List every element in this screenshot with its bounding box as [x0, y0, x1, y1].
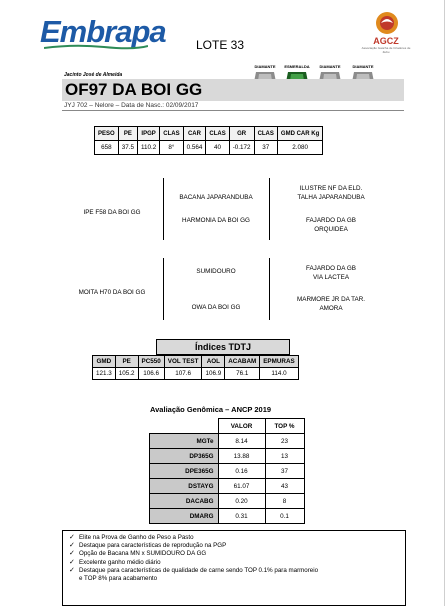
- row-label: DMARG: [150, 509, 219, 524]
- table-row: [150, 434, 305, 449]
- pedigree-sss-2: TALHA JAPARANDUBA: [297, 194, 365, 201]
- table-header-cell: EPMURAS: [260, 356, 299, 368]
- badge-label: DIAMANTE: [254, 64, 276, 69]
- embrapa-logo: Embrapa: [40, 14, 166, 49]
- table-cell: 37.5: [118, 141, 137, 155]
- table-cell: 121.3: [93, 368, 116, 380]
- check-icon: ✓: [69, 558, 75, 566]
- table-cell: -0.172: [229, 141, 254, 155]
- table-header-cell: CAR: [183, 127, 206, 141]
- check-icon: ✓: [69, 534, 75, 541]
- table-cell: 106.6: [138, 368, 164, 380]
- table-header-cell: PE: [118, 127, 137, 141]
- table-header-cell: VALOR: [218, 419, 265, 434]
- row-label: DPE365G: [150, 464, 219, 479]
- list-item: [69, 534, 405, 542]
- pedigree-dam-dam: OWA DA BOI GG: [191, 304, 241, 311]
- table-cell: 40: [206, 141, 229, 155]
- animal-name-bar: [62, 79, 404, 101]
- indices-table: [92, 355, 299, 380]
- table-cell: 658: [95, 141, 119, 155]
- table-corner-cell: [150, 419, 219, 434]
- pedigree-ssd-1: FAJARDO DA GB: [305, 217, 357, 224]
- table-cell: 8: [265, 494, 304, 509]
- table-row: [93, 368, 299, 380]
- list-item-text: Destaque para características de reprodução na PGP: [79, 542, 227, 550]
- table-row: [150, 494, 305, 509]
- pedigree-line: [269, 178, 270, 240]
- list-item-text: Opção de Bacana MN x SUMIDOURO DA GG: [79, 550, 207, 558]
- table-header-cell: CLAS: [206, 127, 229, 141]
- list-item: [69, 550, 405, 558]
- animal-info: JYJ 702 – Nelore – Data de Nasc.: 02/09/2017: [64, 102, 199, 109]
- table-cell: 0.1: [265, 509, 304, 524]
- agcz-logo-subtitle: Associação Gaúcha de Criadores de Zebu: [361, 46, 411, 54]
- list-item: [69, 567, 405, 575]
- table-header-cell: ACABAM: [225, 356, 260, 368]
- table-cell: 23: [265, 434, 304, 449]
- table-cell: 13.88: [218, 449, 265, 464]
- performance-table: [94, 126, 323, 155]
- table-header-row: [150, 419, 305, 434]
- table-cell: 107.6: [164, 368, 202, 380]
- agcz-logo-text: AGCZ: [373, 36, 399, 46]
- table-cell: 110.2: [137, 141, 159, 155]
- owner-name: Jacinto José de Almeida: [64, 72, 123, 78]
- pedigree-line: [269, 258, 270, 320]
- list-item: [69, 542, 405, 550]
- pedigree-dds-2: AMORA: [319, 305, 343, 312]
- table-cell: 8°: [160, 141, 183, 155]
- pedigree-dam: MOITA H70 DA BOI GG: [78, 289, 146, 296]
- table-header-cell: PC550: [138, 356, 164, 368]
- pedigree-line: [163, 258, 164, 320]
- pedigree-sire-dam: HARMONIA DA BOI GG: [182, 217, 250, 224]
- row-label: DP365G: [150, 449, 219, 464]
- pedigree-dds-1: MARMORE JR DA TAR.: [297, 296, 365, 303]
- table-header-row: [93, 356, 299, 368]
- table-cell: 0.16: [218, 464, 265, 479]
- row-label: DACABG: [150, 494, 219, 509]
- highlights-list: [63, 531, 405, 583]
- row-label: MGTe: [150, 434, 219, 449]
- table-header-cell: VOL TEST: [164, 356, 202, 368]
- pedigree-sire: IPE F58 DA BOI GG: [83, 209, 141, 216]
- table-row: [150, 509, 305, 524]
- pedigree-dss-1: FAJARDO DA GB: [305, 265, 357, 272]
- table-header-cell: CLAS: [254, 127, 277, 141]
- list-item-text: Elite na Prova de Ganho de Peso a Pasto: [79, 534, 194, 541]
- table-header-cell: AOL: [202, 356, 225, 368]
- table-cell: 8.14: [218, 434, 265, 449]
- badge-label: DIAMANTE: [319, 64, 341, 69]
- table-cell: 76.1: [225, 368, 260, 380]
- table-cell: 105.2: [115, 368, 138, 380]
- genomic-table: [149, 418, 305, 524]
- pedigree-sire-sire: BACANA JAPARANDUBA: [179, 194, 253, 201]
- list-item: [69, 559, 405, 567]
- list-item: [69, 575, 405, 583]
- pedigree-dss-2: VIA LACTEA: [312, 274, 350, 281]
- table-header-cell: IPGP: [137, 127, 159, 141]
- table-header-cell: PE: [115, 356, 138, 368]
- table-cell: 2.080: [277, 141, 322, 155]
- table-cell: 114.0: [260, 368, 299, 380]
- table-cell: 13: [265, 449, 304, 464]
- pedigree-sss-1: ILUSTRE NF DA ELD.: [299, 185, 363, 192]
- pedigree-dam-sire: SUMIDOURO: [196, 268, 236, 275]
- list-item-text: Destaque para características de qualidade de carne sendo TOP 0.1% para marmoreio: [79, 566, 319, 574]
- pedigree-ssd-2: ORQUIDEA: [314, 226, 348, 233]
- badge-label: DIAMANTE: [352, 64, 374, 69]
- header-divider: [62, 110, 404, 111]
- table-cell: 61.07: [218, 479, 265, 494]
- lot-number: LOTE 33: [196, 38, 245, 52]
- table-cell: 43: [265, 479, 304, 494]
- row-label: DSTAYG: [150, 479, 219, 494]
- pedigree-line: [163, 178, 164, 240]
- table-row: [150, 449, 305, 464]
- embrapa-logo-swoosh: [44, 44, 148, 50]
- indices-title: Índices TDTJ: [156, 339, 290, 355]
- genomic-title: Avaliação Genômica – ANCP 2019: [150, 405, 272, 414]
- table-header-cell: GMD CAR Kg: [277, 127, 322, 141]
- table-header-row: [95, 127, 323, 141]
- badge-label: ESMERALDA: [284, 64, 310, 69]
- list-item-text: Excelente ganho médio diário: [79, 558, 161, 566]
- table-header-cell: CLAS: [160, 127, 183, 141]
- table-cell: 0.564: [183, 141, 206, 155]
- table-header-cell: PESO: [95, 127, 119, 141]
- table-cell: 106.9: [202, 368, 225, 380]
- table-cell: 37: [254, 141, 277, 155]
- table-cell: 0.20: [218, 494, 265, 509]
- check-icon: ✓: [69, 542, 75, 550]
- table-cell: 37: [265, 464, 304, 479]
- highlights-box: [62, 530, 406, 606]
- table-row: [95, 141, 323, 155]
- list-item-text: e TOP 8% para acabamento: [79, 575, 158, 583]
- check-icon: ✓: [69, 550, 75, 558]
- table-header-cell: GR: [229, 127, 254, 141]
- check-icon: ✓: [69, 566, 75, 574]
- table-cell: 0.31: [218, 509, 265, 524]
- table-header-cell: TOP %: [265, 419, 304, 434]
- table-row: [150, 464, 305, 479]
- animal-name: OF97 DA BOI GG: [65, 80, 203, 99]
- table-row: [150, 479, 305, 494]
- table-header-cell: GMD: [93, 356, 116, 368]
